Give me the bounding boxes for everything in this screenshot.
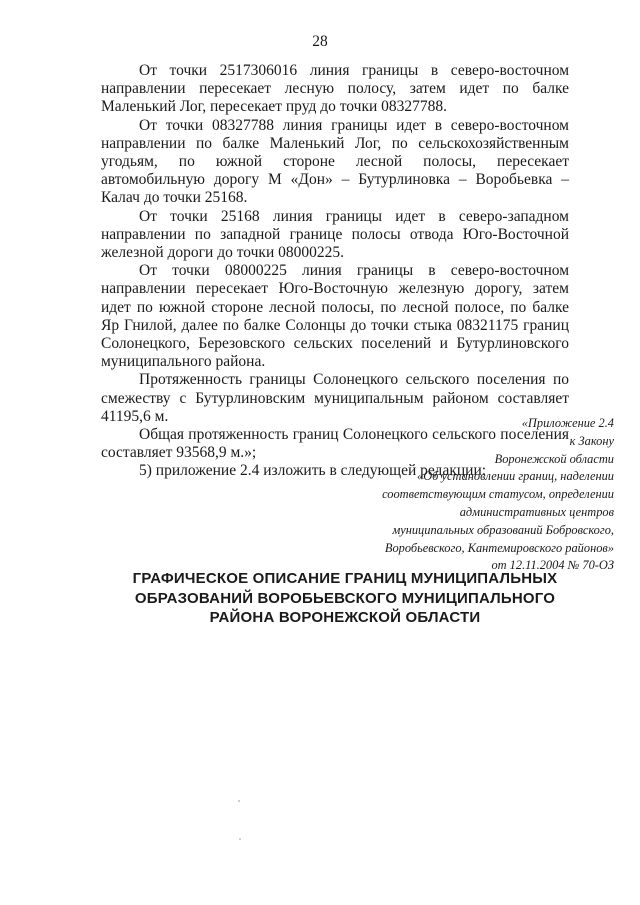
paragraph: Общая протяженность границ Солонецкого сельского поселения составляет 93568,9 м.»;	[101, 426, 569, 462]
heading-line: ОБРАЗОВАНИЙ ВОРОБЬЕВСКОГО МУНИЦИПАЛЬНОГО	[134, 589, 556, 607]
section-heading	[0, 569, 640, 628]
paragraph: От точки 2517306016 линия границы в северо-восточном направлении пересекает лесную полосу, затем идет по балке Маленький Лог, пересекает пруд до точки 08327788.	[101, 62, 569, 116]
appendix-line: Воробьевского, Кантемировского районов»	[384, 540, 614, 555]
paragraph: От точки 08000225 линия границы в северо-восточном направлении пересекает Юго-Восточную железную дорогу, затем идет по южной стороне лесной полосы, по лесной полосе, по балке Яр Гнилой, далее по балке Солонцы до точки стыка 08321175 границ Солонецкого, Березовского сельских поселений и Бутурлиновского муниципального района.	[101, 262, 569, 371]
appendix-line: соответствующим статусом, определении	[382, 487, 614, 502]
scan-speck	[239, 838, 241, 840]
heading-line: ГРАФИЧЕСКОЕ ОПИСАНИЕ ГРАНИЦ МУНИЦИПАЛЬНЫХ	[132, 570, 558, 587]
appendix-line: Воронежской области	[494, 451, 614, 466]
appendix-header	[314, 415, 614, 575]
paragraph: 5) приложение 2.4 изложить в следующей редакции:	[139, 462, 487, 480]
scan-speck	[238, 800, 240, 802]
paragraph: От точки 08327788 линия границы идет в северо-восточном направлении по балке Маленький Лог, по сельскохозяйственным угодьям, по южной стороне лесной полосы, пересекает автомобильную дорогу М «Дон» – Бутурлиновка – Воробьевка – Калач до точки 25168.	[101, 116, 569, 207]
paragraph: Протяженность границы Солонецкого сельского поселения по смежеству с Бутурлиновским муниципальным районом составляет 41195,6 м.	[101, 371, 569, 425]
appendix-line: от 12.11.2004 № 70-ОЗ	[491, 558, 614, 573]
appendix-line: «Об установлении границ, наделении	[417, 469, 614, 484]
appendix-line: к Закону	[569, 433, 614, 448]
heading-line: РАЙОНА ВОРОНЕЖСКОЙ ОБЛАСТИ	[209, 609, 481, 626]
page-number: 28	[312, 33, 328, 50]
appendix-line: административных центров	[459, 504, 614, 519]
paragraph: От точки 25168 линия границы идет в северо-западном направлении по западной границе полосы отвода Юго-Восточной железной дороги до точки 08000225.	[101, 207, 569, 262]
appendix-line: муниципальных образований Бобровского,	[392, 522, 614, 537]
appendix-line: «Приложение 2.4	[521, 416, 614, 430]
